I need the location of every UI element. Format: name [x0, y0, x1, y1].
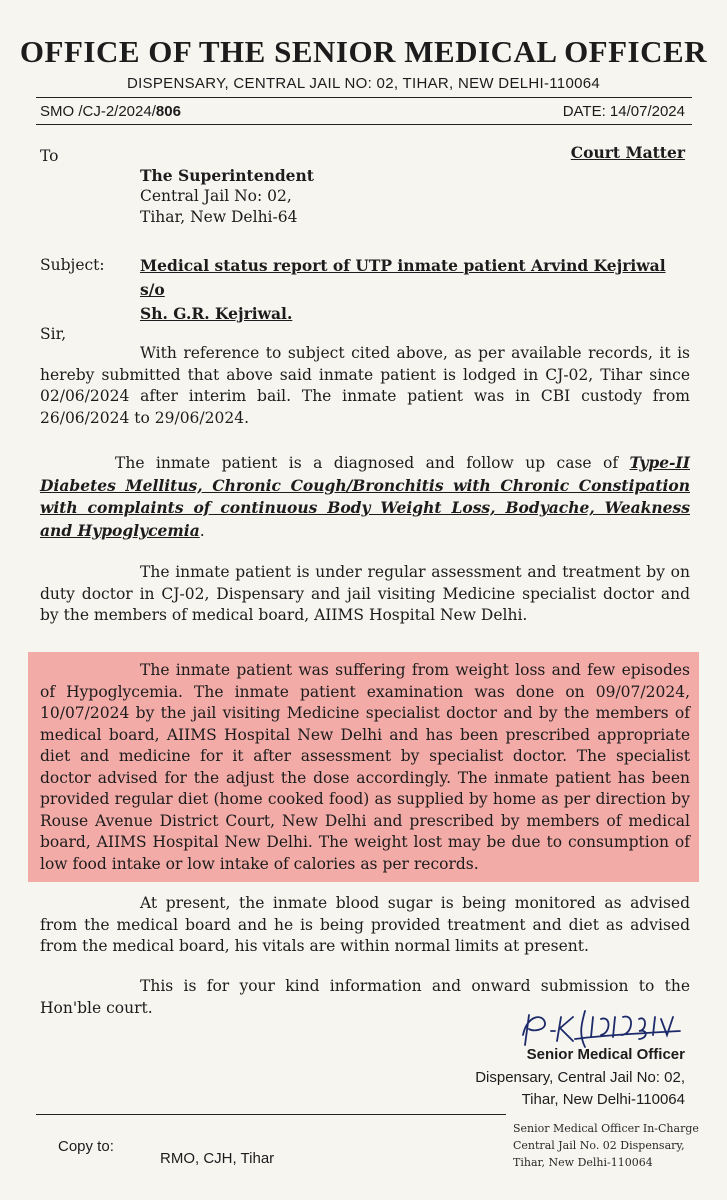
recipient-address — [140, 165, 314, 228]
official-stamp — [513, 1120, 718, 1171]
paragraph-2-lead: The inmate patient is a diagnosed and follow up case of — [115, 454, 630, 472]
recipient-line-1: The Superintendent — [140, 166, 314, 185]
signer-address-line-1: Dispensary, Central Jail No: 02, — [475, 1069, 685, 1086]
header-rule-top — [36, 97, 692, 98]
salutation: Sir, — [40, 325, 67, 343]
letter-date: DATE: 14/07/2024 — [562, 103, 685, 120]
copy-recipient: RMO, CJH, Tihar — [160, 1150, 275, 1167]
paragraph-1-text: With reference to subject cited above, as per available records, it is hereby submitted that above said inmate patient is lodged in CJ-02, Tihar since 02/06/2024 after interim bail. The inmate patient was in CBI custody from 26/06/2024 to 29/06/2024. — [40, 344, 690, 427]
stamp-line-1: Senior Medical Officer In-Charge — [513, 1122, 699, 1135]
footer-rule — [36, 1114, 506, 1115]
stamp-line-2: Central Jail No. 02 Dispensary, — [513, 1139, 685, 1152]
paragraph-weight-loss — [40, 660, 690, 875]
copy-to-label: Copy to: — [58, 1138, 114, 1155]
reference-prefix: SMO /CJ-2/2024/ — [40, 103, 156, 120]
paragraph-6-text: This is for your kind information and onward submission to the Hon'ble court. — [40, 977, 690, 1017]
office-title: OFFICE OF THE SENIOR MEDICAL OFFICER — [19, 34, 708, 69]
paragraph-2-end: . — [199, 521, 205, 540]
court-matter-label: Court Matter — [570, 143, 685, 162]
header-rule-bottom — [36, 124, 692, 125]
to-label: To — [40, 147, 59, 165]
signer-designation: Senior Medical Officer — [526, 1046, 685, 1063]
paragraph-5-text: At present, the inmate blood sugar is being monitored as advised from the medical board and he is being provided treatment and diet as advised from the medical board, his vitals are within normal limits at present. — [40, 894, 690, 955]
paragraph-diagnosis — [40, 452, 690, 542]
subject-line-1: Medical status report of UTP inmate patient Arvind Kejriwal s/o — [140, 256, 666, 299]
recipient-line-3: Tihar, New Delhi-64 — [140, 208, 298, 226]
office-address: DISPENSARY, CENTRAL JAIL NO: 02, TIHAR, NEW DELHI-110064 — [126, 75, 601, 92]
recipient-line-2: Central Jail No: 02, — [140, 187, 292, 205]
diagnosed-conditions: Type-II Diabetes Mellitus, Chronic Cough/Bronchitis with Chronic Constipation with complaints of continuous Body Weight Loss, Bodyache, Weakness and Hypoglycemia — [40, 453, 690, 540]
paragraph-3-text: The inmate patient is under regular assessment and treatment by on duty doctor in CJ-02, Dispensary and jail visiting Medicine specialist doctor and by the members of medical board, AIIMS Hospital New Delhi. — [40, 563, 690, 624]
paragraph-reference — [40, 343, 690, 429]
paragraph-4-text: The inmate patient was suffering from weight loss and few episodes of Hypoglycemia. The inmate patient examination was done on 09/07/2024, 10/07/2024 by the jail visiting Medicine specialist doctor and by the members of medical board, AIIMS Hospital New Delhi and has been prescribed appropriate diet and medicine for it after assessment by specialist doctor. The specialist doctor advised for the adjust the dose accordingly. The inmate patient has been provided regular diet (home cooked food) as supplied by home as per direction by Rouse Avenue District Court, New Delhi and prescribed by members of medical board, AIIMS Hospital New Delhi. The weight lost may be due to consumption of low food intake or low intake of calories as per records. — [40, 661, 690, 873]
subject-text — [140, 254, 690, 326]
signer-address-line-2: Tihar, New Delhi-110064 — [521, 1091, 685, 1108]
stamp-line-3: Tihar, New Delhi-110064 — [513, 1156, 653, 1169]
reference-serial: 806 — [155, 103, 181, 120]
paragraph-assessment — [40, 562, 690, 627]
subject-line-2: Sh. G.R. Kejriwal. — [140, 304, 293, 323]
handwritten-signature — [515, 1005, 685, 1050]
paragraph-blood-sugar — [40, 893, 690, 958]
reference-number — [40, 103, 181, 120]
subject-label: Subject: — [40, 256, 105, 274]
